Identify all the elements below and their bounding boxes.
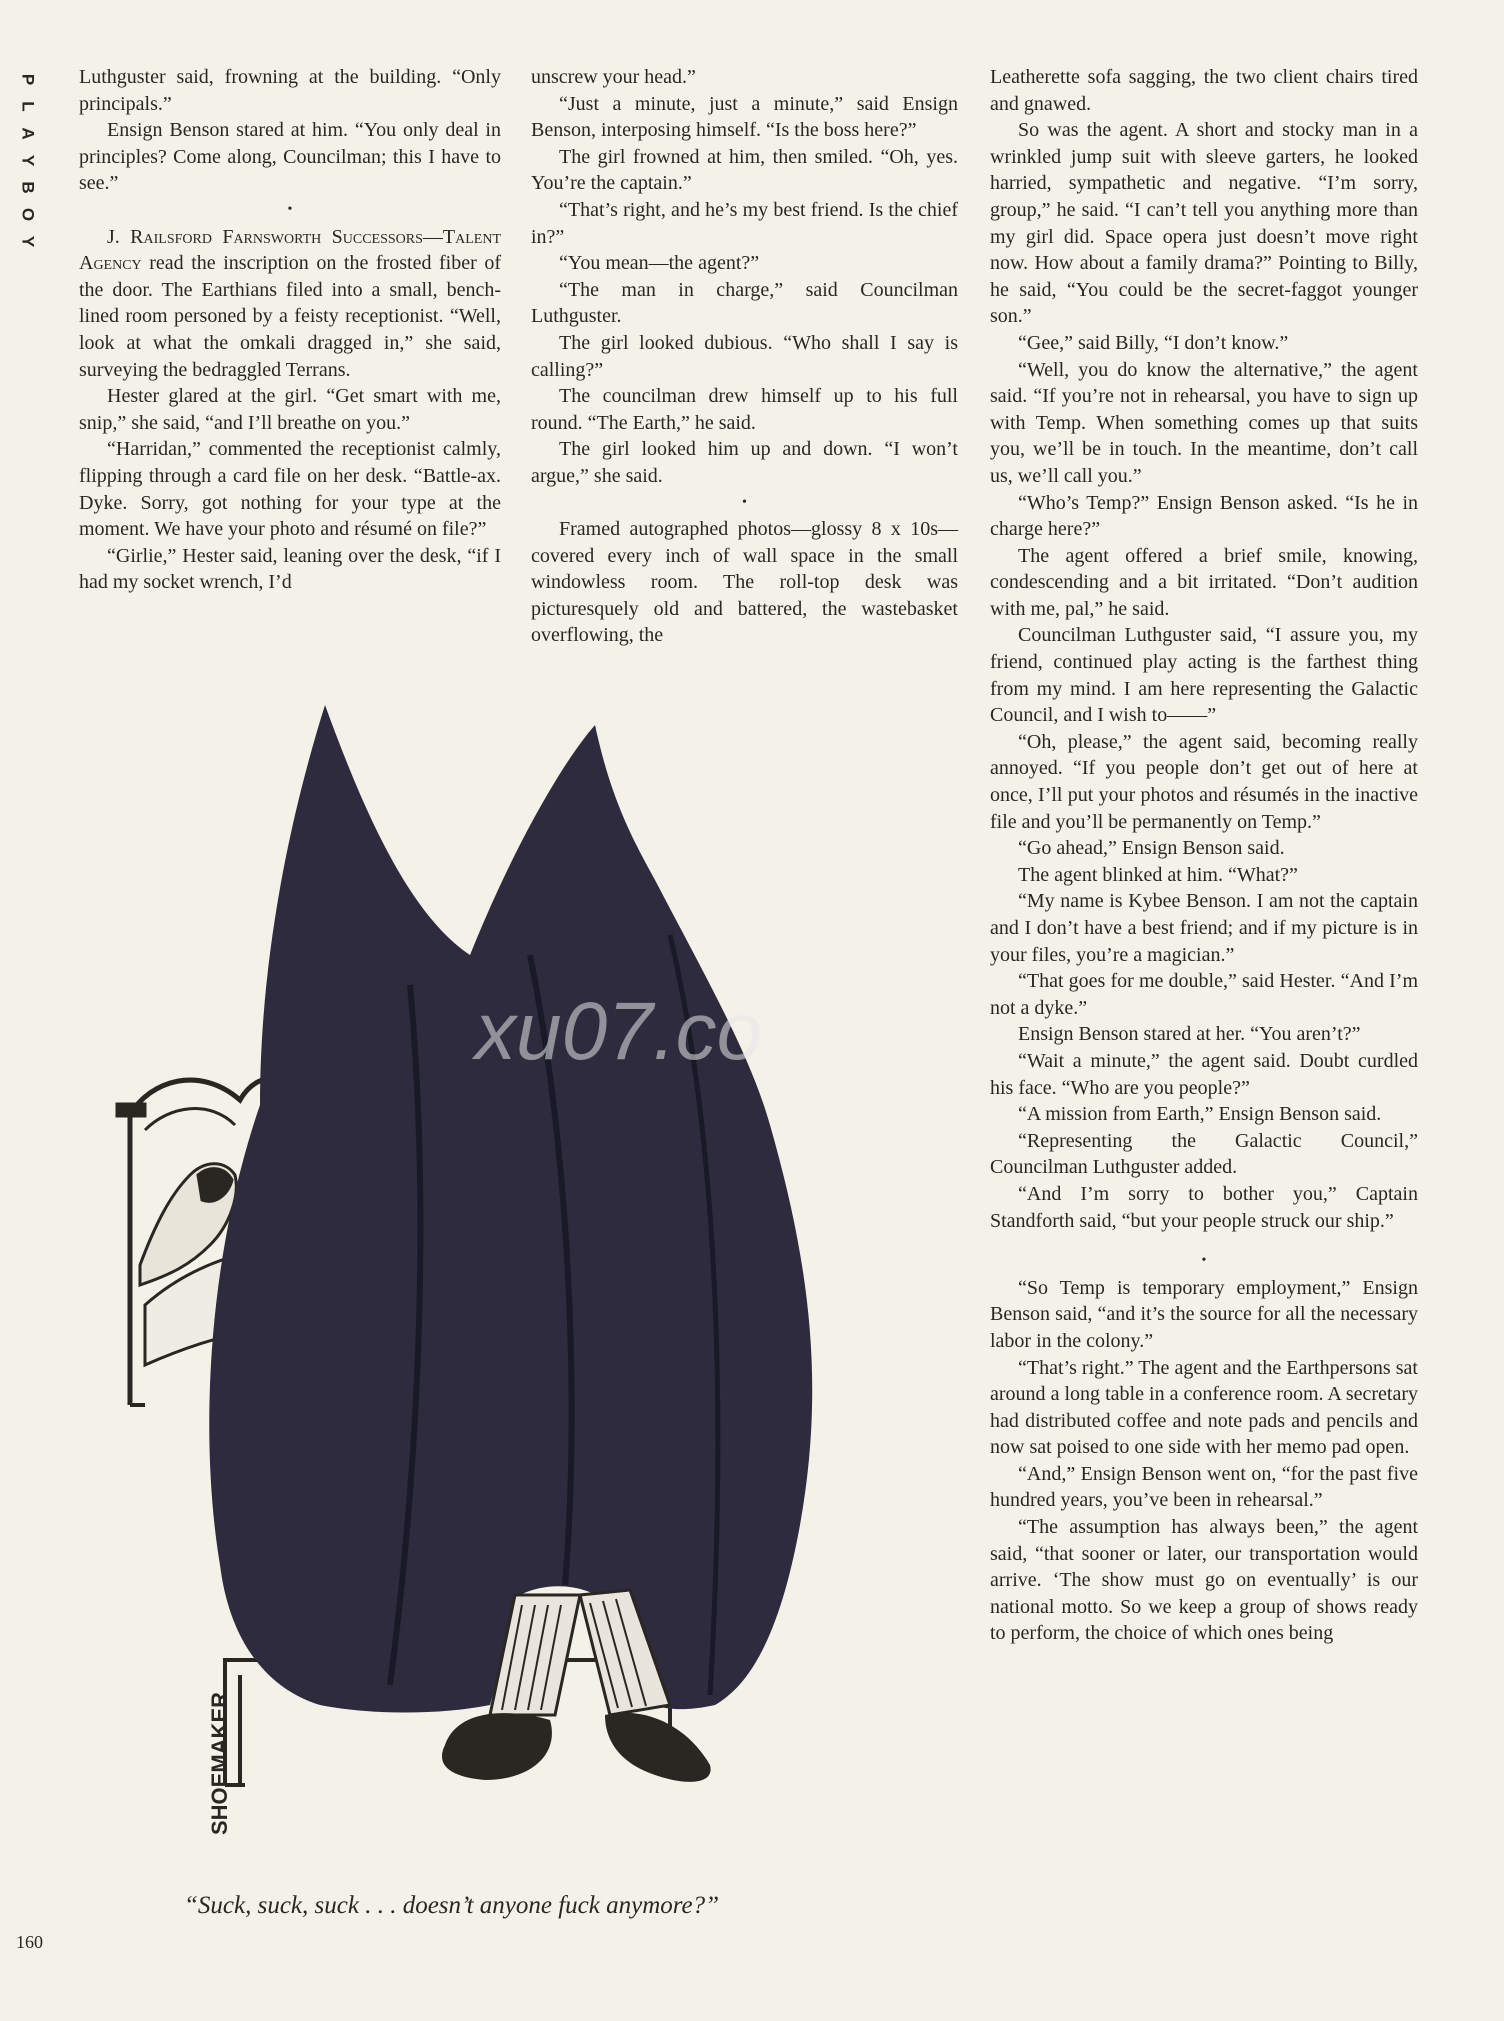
paragraph: “Well, you do know the alternative,” the agent said. “If you’re not in rehearsal, you have to sign up with Temp. When something comes up that suits you, we’ll be in touch. In the meantime, don’t call us, we’ll call you.” (990, 358, 1418, 487)
masthead-letter: P (18, 73, 38, 86)
paragraph: “The man in charge,” said Councilman Luthguster. (531, 278, 958, 328)
paragraph: “Oh, please,” the agent said, becoming really annoyed. “If you people don’t get out of here at once, I’ll put your photos and résumés in the inactive file and you’ll be permanently on Temp.” (990, 730, 1418, 833)
paragraph: The councilman drew himself up to his full round. “The Earth,” he said. (531, 385, 958, 434)
left-shoe (442, 1713, 552, 1780)
paragraph-continuation: read the inscription on the frosted fiber of the door. The Earthians filed into a small, bench-lined room personed by a feisty receptionist. “Well, look at what the omkali dragged in,” she said, surveying the bedraggled Terrans. (79, 252, 502, 381)
paragraph: “Just a minute, just a minute,” said Ensign Benson, interposing himself. “Is the boss here?” (531, 92, 958, 142)
paragraph: “The assumption has always been,” the agent said, “that sooner or later, our transportation would arrive. ‘The show must go on eventually’ is our national motto. So we keep a group of shows ready to perform, the choice of which ones being (990, 1516, 1418, 1645)
paragraph: “Girlie,” Hester said, leaning over the desk, “if I had my socket wrench, I’d (79, 544, 501, 594)
paragraph: So was the agent. A short and stocky man in a wrinkled jump suit with sleeve garters, he looked harried, sympathetic and negative. “I’m sorry, group,” he said. “I can’t tell you anything more than my girl did. Space opera just doesn’t move right now. How about a family drama?” Pointing to Billy, he said, “You could be the secret-faggot younger son.” (990, 119, 1418, 328)
paragraph: “So Temp is temporary employment,” Ensign Benson said, “and it’s the source for all the necessary labor in the colony.” (990, 1276, 1418, 1352)
paragraph: “And,” Ensign Benson went on, “for the past five hundred years, you’ve been in rehearsal.” (990, 1462, 1418, 1512)
text-column-2 (531, 64, 958, 649)
artist-signature: SHOEMAKER (207, 1691, 232, 1835)
paragraph: Leatherette sofa sagging, the two client chairs tired and gnawed. (990, 66, 1418, 115)
section-break-dot: • (287, 201, 293, 217)
watermark: xu07.co (475, 986, 763, 1077)
paragraph: “That goes for me double,” said Hester. “And I’m not a dyke.” (990, 970, 1418, 1019)
masthead-letter: B (18, 181, 38, 194)
paragraph: Framed autographed photos—glossy 8 x 10s—covered every inch of wall space in the small windowless room. The roll-top desk was picturesquely old and battered, the wastebasket overflowing, the (531, 518, 958, 647)
paragraph-agency-sign (79, 224, 501, 384)
masthead-letter: Y (18, 154, 38, 167)
dark-cloak-figure (209, 705, 812, 1713)
paragraph: “Go ahead,” Ensign Benson said. (1018, 837, 1285, 860)
paragraph: Councilman Luthguster said, “I assure you, my friend, continued play acting is the farthest thing from my mind. I am here representing the Galactic Council, and I wish to——” (990, 624, 1418, 727)
paragraph: “Representing the Galactic Council,” Councilman Luthguster added. (990, 1129, 1418, 1179)
text-column-3 (990, 64, 1418, 1647)
agency-name: J. Railsford Farnsworth Successors—Talent Agency (79, 225, 501, 275)
paragraph: Ensign Benson stared at him. “You only deal in principles? Come along, Councilman; this I have to see.” (79, 119, 501, 195)
section-break-dot: • (1201, 1253, 1207, 1269)
paragraph: “A mission from Earth,” Ensign Benson said. (1018, 1103, 1382, 1126)
paragraph: Hester glared at the girl. “Get smart with me, snip,” she said, “and I’ll breathe on you.” (79, 385, 501, 434)
text-column-1 (79, 64, 501, 596)
paragraph: “Gee,” said Billy, “I don’t know.” (1018, 331, 1289, 354)
spacer (990, 1234, 1418, 1248)
paragraph: “Who’s Temp?” Ensign Benson asked. “Is he in charge here?” (990, 491, 1418, 541)
paragraph: The agent blinked at him. “What?” (1018, 863, 1298, 886)
paragraph: “That’s right, and he’s my best friend. Is the chief in?” (531, 198, 958, 248)
paragraph: The girl looked dubious. “Who shall I say is calling?” (531, 331, 958, 381)
page-number: 160 (16, 1932, 43, 1952)
paragraph: “Wait a minute,” the agent said. Doubt curdled his face. “Who are you people?” (990, 1049, 1418, 1099)
paragraph: “And I’m sorry to bother you,” Captain Standforth said, “but your people struck our ship.” (990, 1182, 1418, 1232)
paragraph: Ensign Benson stared at her. “You aren’t?” (1018, 1023, 1361, 1046)
masthead-letter: L (18, 101, 38, 112)
masthead-letter: Y (18, 235, 38, 248)
masthead-letter: O (18, 207, 38, 222)
paragraph: “Harridan,” commented the receptionist calmly, flipping through a card file on her desk. “Battle-ax. Dyke. Sorry, got nothing for your type at the moment. We have your photo and résumé on file?” (79, 438, 501, 541)
paragraph: The agent offered a brief smile, knowing, condescending and a bit irritated. “Don’t audition with me, pal,” he said. (990, 544, 1418, 620)
cartoon-illustration (110, 705, 970, 1890)
paragraph: The girl frowned at him, then smiled. “Oh, yes. You’re the captain.” (531, 145, 958, 195)
paragraph: “That’s right.” The agent and the Earthpersons sat around a long table in a conference room. A secretary had distributed coffee and note pads and pencils and now sat poised to one side with her memo pad open. (990, 1356, 1418, 1459)
section-break-dot: • (742, 494, 747, 510)
masthead (14, 66, 36, 255)
paragraph: “My name is Kybee Benson. I am not the captain and I don’t have a best friend; and if my picture is in your files, you’re a magician.” (990, 890, 1418, 966)
right-shoe (605, 1713, 711, 1782)
paragraph: unscrew your head.” (531, 66, 696, 88)
illustration-caption: “Suck, suck, suck . . . doesn’t anyone fuck anymore?” (184, 1892, 720, 1919)
masthead-letter: A (18, 127, 38, 140)
paragraph: Luthguster said, frowning at the building. “Only principals.” (79, 66, 501, 115)
paragraph: The girl looked him up and down. “I won’t argue,” she said. (531, 438, 958, 487)
paragraph: “You mean—the agent?” (559, 252, 760, 275)
